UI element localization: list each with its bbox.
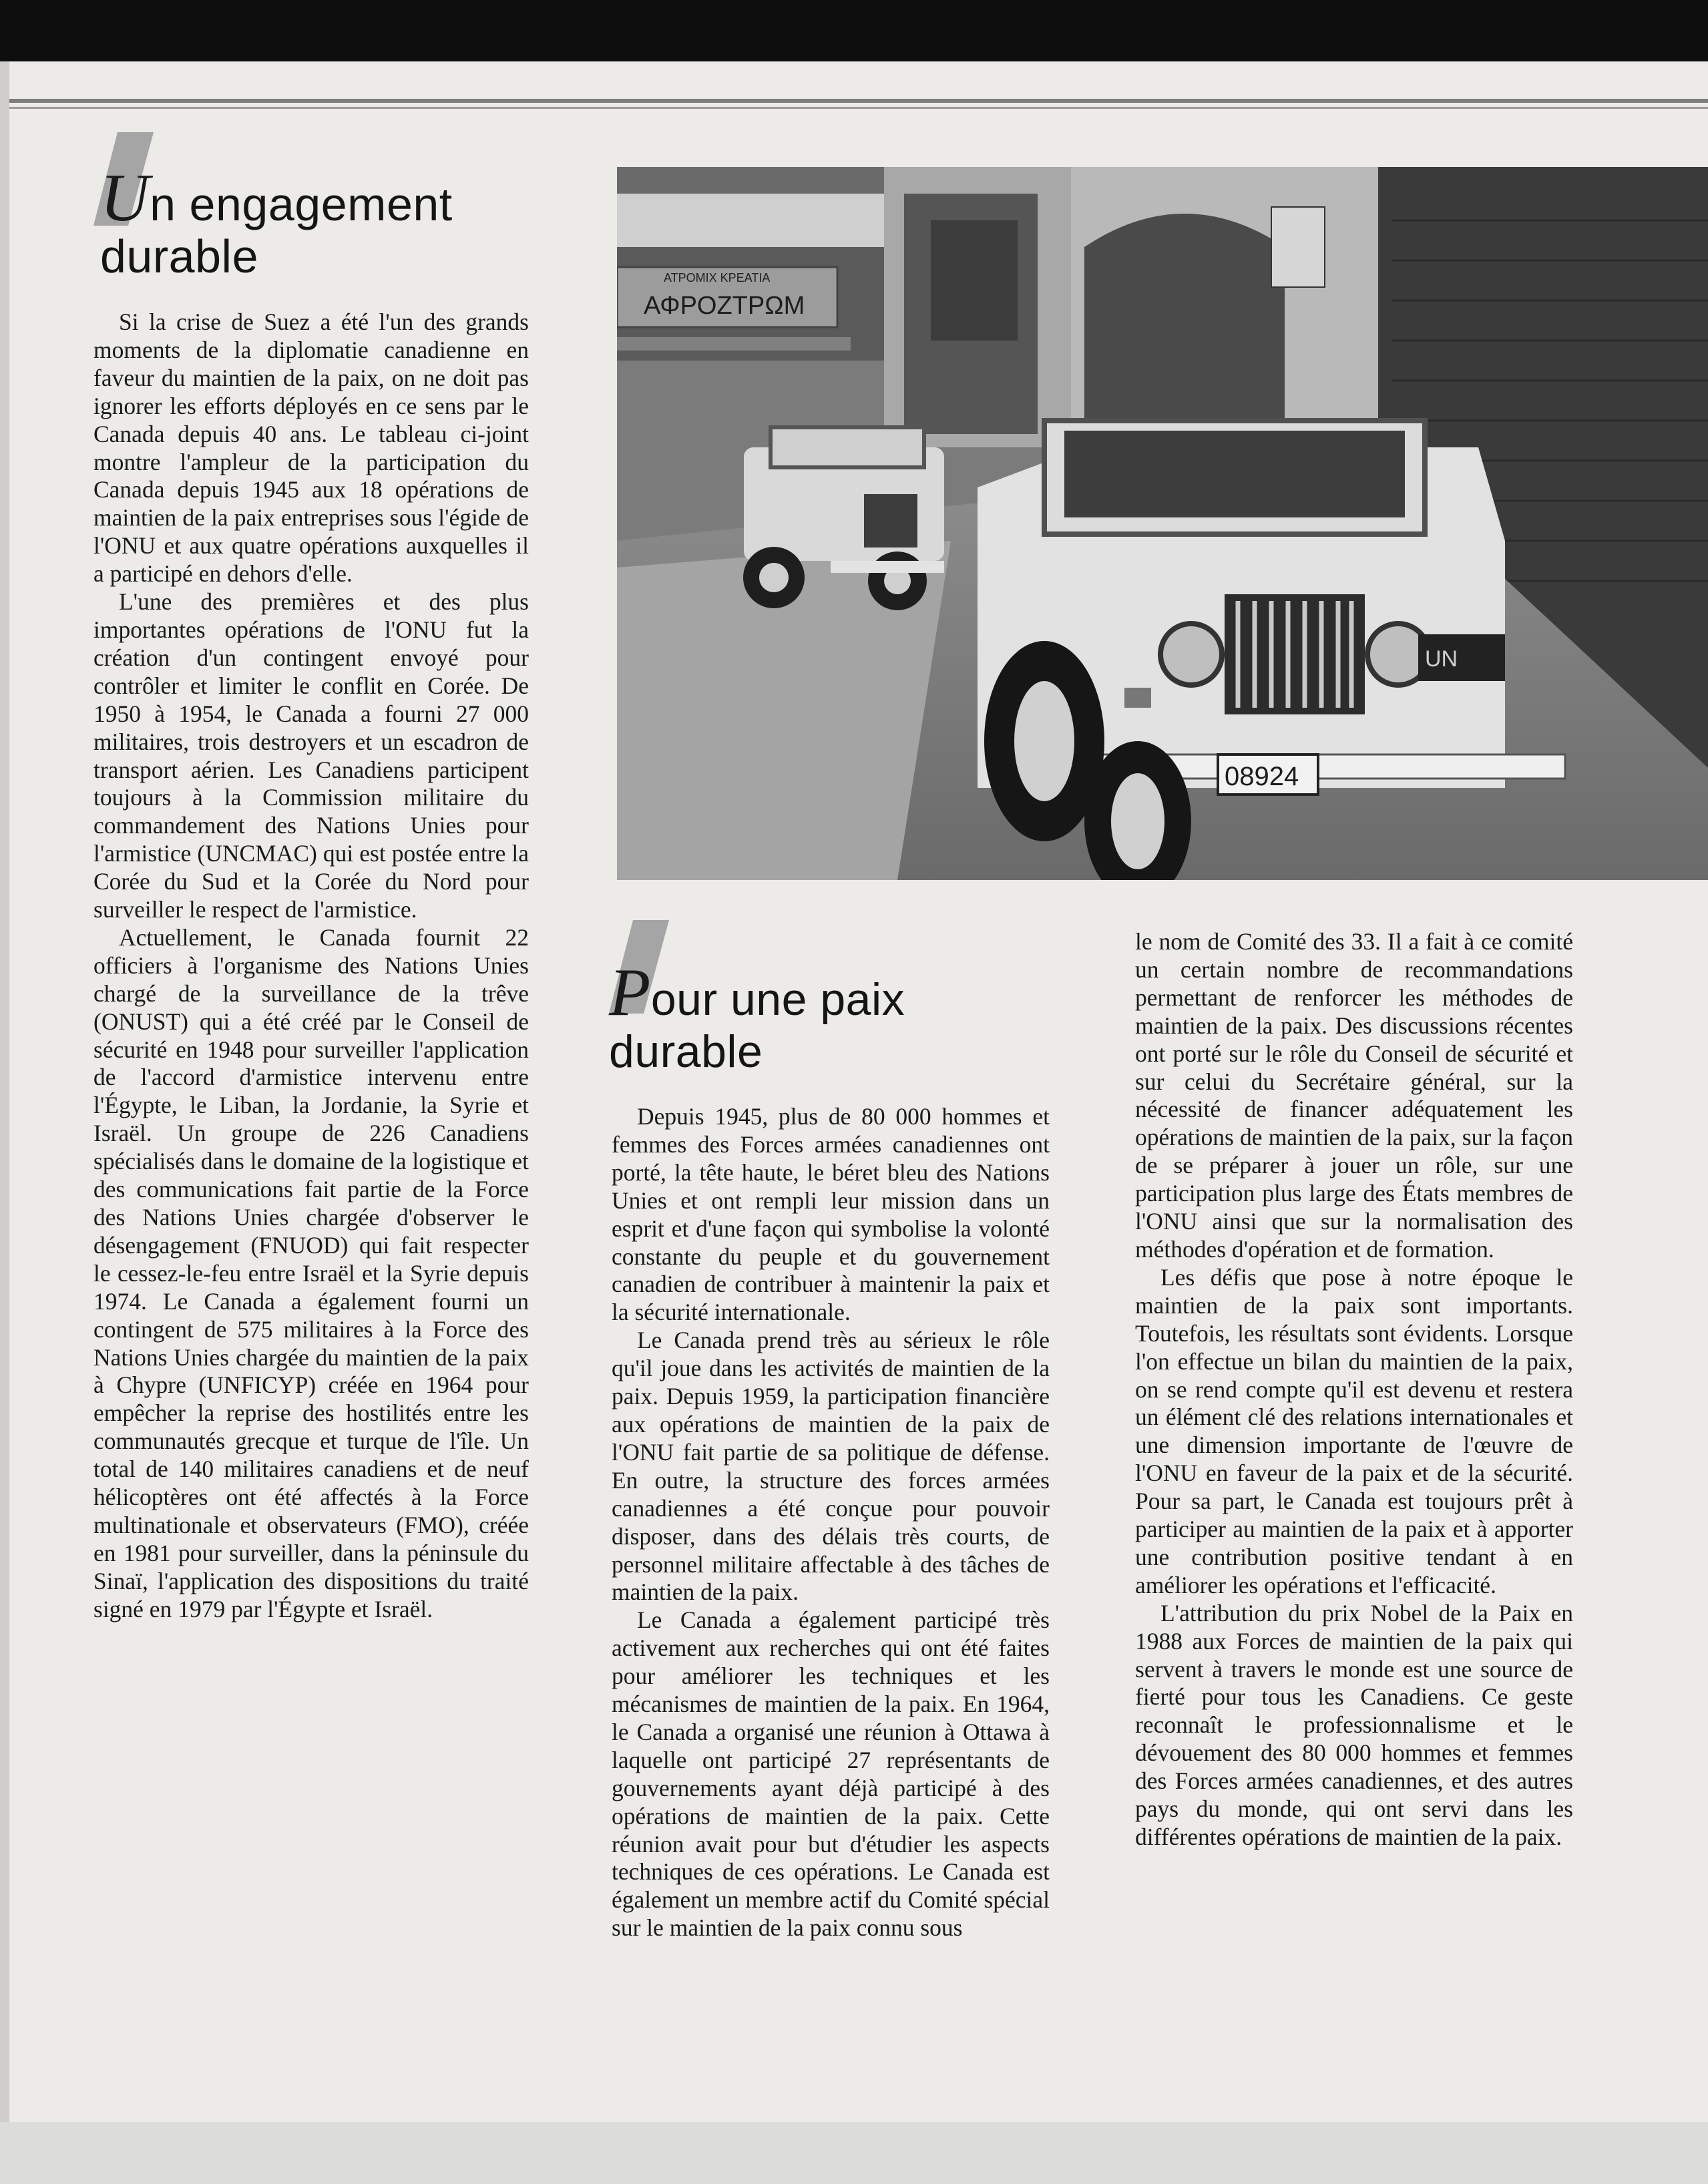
paragraph: Le Canada prend très au sérieux le rôle qu'il joue dans les activités de maintien de la paix. Depuis 1959, la participation financière aux opérations de maintien de la paix de l'ONU fait partie de sa politique de défense. En outre, la structure des forces armées canadiennes a été conçue pour pouvoir disposer, dans des délais très courts, de personnel militaire affectable à des tâches de maintien de la paix. [612,1327,1050,1606]
shop-sign-small: ΑΤΡΟΜΙΧ ΚΡΕΑΤΙΑ [664,271,771,284]
paragraph: L'une des premières et des plus importantes opérations de l'ONU fut la création d'un contingent envoyé pour contrôler et limiter le conflit en Corée. De 1950 à 1954, le Canada a fourni 27 000 militaires, trois destroyers et un escadron de transport aérien. Les Canadiens participent toujours à la Commission militaire du commandement des Nations Unies pour l'armistice (UNCMAC) qui est postée entre la Corée du Sud et la Corée du Nord pour surveiller le respect de l'armistice. [93,588,529,923]
text-column-right [1135,928,1573,1851]
header-rule-thin [0,107,1708,109]
scan-left-edge [0,61,9,2184]
heading-drop-cap: U [100,160,150,236]
text-column-left [93,308,529,1624]
shop-sign-main: ΑΦΡΟΖΤΡΩΜ [644,292,805,320]
heading-line-1: n engagement [150,178,453,230]
heading-line-2: durable [609,1026,763,1077]
text-column-middle [612,1103,1050,1942]
jeep-side-plate: UN [1425,646,1458,672]
heading-drop-cap: P [609,955,651,1030]
paragraph: L'attribution du prix Nobel de la Paix en 1988 aux Forces de maintien de la paix qui servent à travers le monde est une source de fierté pour tous les Canadiens. Ce geste reconnaît le professionnalisme et le dévouement des 80 000 hommes et femmes des Forces armées canadiennes, et des autres pays du monde, qui ont servi dans les différentes opérations de maintien de la paix. [1135,1599,1573,1850]
paragraph: Actuellement, le Canada fournit 22 officiers à l'organisme des Nations Unies chargé de la surveillance de la trêve (ONUST) qui a été créé par le Conseil de sécurité en 1948 pour surveiller l'application de l'accord d'armistice intervenu entre l'Égypte, le Liban, la Jordanie, la Syrie et Israël. Un groupe de 226 Canadiens spécialisés dans le domaine de la logistique et des communications fait partie de la Force des Nations Unies chargée d'observer le désengagement (FNUOD) qui fait respecter le cessez-le-feu entre Israël et la Syrie depuis 1974. Le Canada a également fourni un contingent de 575 militaires à la Force des Nations Unies chargée du maintien de la paix à Chypre (UNFICYP) créée en 1964 pour empêcher la reprise des hostilités entre les communautés grecque et turque de l'île. Un total de 140 militaires canadiens et de neuf hélicoptères ont été affectés à la Force multinationale et observateurs (FMO), créée en 1981 pour surveiller, dans la péninsule du Sinaï, l'application des dispositions du traité signé en 1979 par l'Égypte et Israël. [93,923,529,1622]
paragraph: Les défis que pose à notre époque le maintien de la paix sont importants. Toutefois, les résultats sont évidents. Lorsque l'on effectue un bilan du maintien de la paix, on se rend compte qu'il est devenu et restera un élément clé des relations internationales et une dimension importante de l'œuvre de l'ONU en faveur de la paix et de la sécurité. Pour sa part, le Canada est toujours prêt à participer au maintien de la paix et à apporter une contribution positive tendant à en améliorer les opérations et l'efficacité. [1135,1263,1573,1598]
scan-top-border [0,0,1708,61]
paragraph: Si la crise de Suez a été l'un des grands moments de la diplomatie canadienne en faveur du maintien de la paix, on ne doit pas ignorer les efforts déployés en ce sens par le Canada depuis 40 ans. Le tableau ci-joint montre l'ampleur de la participation du Canada depuis 1945 aux 18 opérations de maintien de la paix entreprises sous l'égide de l'ONU et aux quatre opérations auxquelles il a participé en dehors d'elle. [93,308,529,588]
scan-bottom-margin [0,2122,1708,2184]
paragraph: Le Canada a également participé très activement aux recherches qui ont été faites pour améliorer les techniques et les mécanismes de maintien de la paix. En 1964, le Canada a organisé une réunion à Ottawa à laquelle ont participé 27 représentants de gouvernements ayant déjà participé à des opérations de maintien de la paix. Cette réunion avait pour but d'étudier les aspects techniques de ces opérations. Le Canada est également un membre actif du Comité spécial sur le maintien de la paix connu sous [612,1606,1050,1942]
paragraph: Depuis 1945, plus de 80 000 hommes et femmes des Forces armées canadiennes ont porté, la tête haute, le béret bleu des Nations Unies et ont rempli leur mission dans un esprit et d'une façon qui symbolise la volonté constante du peuple et du gouvernement canadien de contribuer à maintenir la paix et la sécurité internationale. [612,1103,1050,1326]
section-heading-engagement [100,160,453,282]
section-heading-paix [609,955,905,1078]
photo-un-jeeps [617,167,1708,880]
heading-line-2: durable [100,230,259,282]
header-rule [0,99,1708,103]
license-plate: 08924 [1225,762,1299,791]
paragraph: le nom de Comité des 33. Il a fait à ce comité un certain nombre de recommandations permettant de renforcer les méthodes de maintien de la paix. Des discussions récentes ont porté sur le rôle du Conseil de sécurité et sur celui du Secrétaire général, sur la nécessité de financer adéquatement les opérations de maintien de la paix, sur la façon de se préparer à jouer un rôle, sur une participation plus large des États membres de l'ONU ainsi que sur la normalisation des méthodes d'opération et de formation. [1135,928,1573,1263]
heading-line-1: our une paix [650,974,905,1025]
photo-illustration [617,167,1708,880]
